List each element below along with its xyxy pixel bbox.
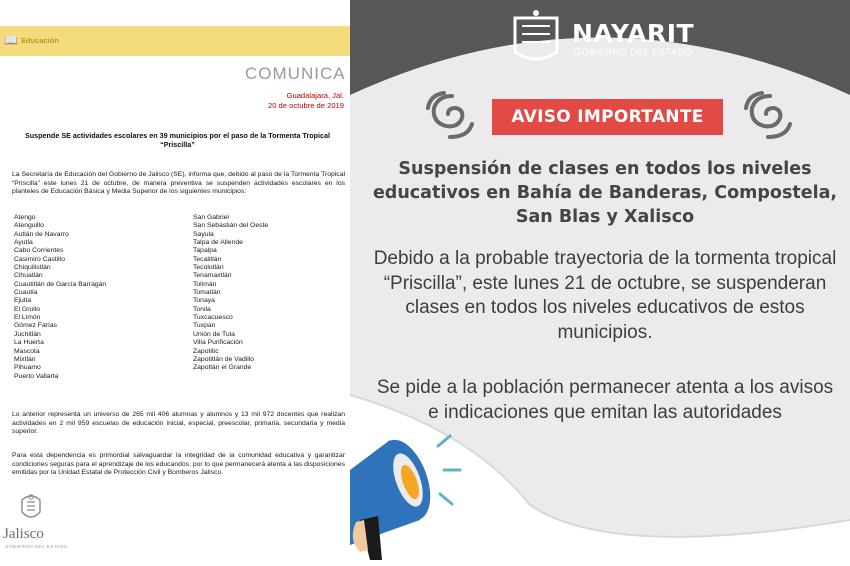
education-header-bar <box>0 26 350 56</box>
municipality-item: Tonaya <box>193 297 215 305</box>
release-date: 20 de octubre de 2019 <box>267 101 344 110</box>
municipality-item: El Grullo <box>14 305 41 313</box>
jalisco-logo: Jalisco <box>3 526 44 542</box>
municipality-item: Zapotlán el Grande <box>193 364 252 372</box>
release-intro: La Secretaría de Educación del Gobierno de Jalisco (SE), informa que, debido al paso de la Tormenta Tropical “Priscilla” este lunes 21 de octubre, de manera preventiva se suspenden actividades escolares en los planteles de Educación Básica y Media Superior de los siguientes municipios: <box>12 171 345 196</box>
municipality-item: Mascota <box>14 347 40 355</box>
nayarit-brand-subtitle: GOBIERNO DEL ESTADO <box>574 47 693 57</box>
municipality-item: El Limón <box>14 314 41 322</box>
municipality-item: Tomatlán <box>193 289 221 297</box>
municipality-item: Tenamaxtlán <box>193 272 232 280</box>
municipality-item: Ejutla <box>14 297 32 305</box>
nayarit-brand: NAYARIT <box>572 19 695 48</box>
municipality-item: Tecalitlán <box>193 255 222 263</box>
municipality-item: Tolimán <box>193 280 217 288</box>
jalisco-logo-subtitle: GOBIERNO DEL ESTADO <box>5 544 69 549</box>
municipality-item: Unión de Tula <box>193 330 235 338</box>
municipality-item: Tuxcacuesco <box>193 314 233 322</box>
municipality-item: Tuxpan <box>193 322 216 330</box>
hurricane-icon <box>746 93 790 137</box>
municipality-item: Chiquilistlán <box>14 264 51 272</box>
municipality-item: Mixtlán <box>14 355 36 363</box>
announcement-body: Debido a la probable trayectoria de la tormenta tropical “Priscilla”, este lunes 21 de octubre, se suspenderan clases en todos los niveles educativos de estos municipios. <box>373 248 837 343</box>
municipality-item: Villa Purificación <box>193 339 243 347</box>
municipality-item: Gómez Farías <box>14 322 58 330</box>
municipality-item: Pihuamo <box>14 364 41 372</box>
municipality-item: San Sebastián del Oeste <box>193 222 269 230</box>
municipality-item: Puerto Vallarta <box>14 372 59 380</box>
announcement-headline: Suspensión de clases en todos los niveles educativos en Bahía de Banderas, Compostela, San Blas y Xalisco <box>372 159 838 227</box>
municipality-item: Zapotitlán de Vadillo <box>193 355 255 363</box>
municipality-item: Zapotitic <box>193 347 219 355</box>
municipality-item: Tecolotlán <box>193 264 224 272</box>
municipality-item: Sayula <box>193 230 214 238</box>
hurricane-icon <box>428 93 472 137</box>
municipality-item: Tapalpa <box>193 247 217 255</box>
municipality-item: Cabo Corrientes <box>14 247 64 255</box>
jalisco-press-release <box>0 0 350 566</box>
municipality-item: Ayutla <box>14 239 33 247</box>
book-icon: 📖 <box>4 35 18 47</box>
municipality-item: Autlán de Navarro <box>14 230 69 238</box>
release-title: Suspende SE actividades escolares en 39 municipios por el paso de la Tormenta Tropical “Priscilla” <box>24 131 331 149</box>
municipality-item: Juchitlán <box>14 330 41 338</box>
municipality-item: Tonila <box>193 305 211 313</box>
release-paragraph-3: Para esta dependencia es primordial salvaguardar la integridad de la comunidad educativa y garantizar condiciones seguras para el aprendizaje de los educandos, por lo que permanecerá atenta a las disposiciones emitidas por la Unidad Estatal de Protección Civil y Bomberos Jalisco. <box>12 452 345 477</box>
municipality-item: Cuautla <box>14 289 38 297</box>
municipality-item: Atengo <box>14 214 36 221</box>
announcement-request: Se pide a la población permanecer atenta a los avisos e indicaciones que emitan las autoridades <box>376 377 834 423</box>
important-notice-banner: AVISO IMPORTANTE <box>492 99 723 135</box>
municipality-item: Cuautitlán de García Barragán <box>14 280 107 288</box>
nayarit-announcement <box>350 0 850 566</box>
municipality-item: San Gabriel <box>193 214 229 221</box>
municipality-list-left <box>14 214 106 381</box>
release-place: Guadalajara, Jal. <box>286 91 344 100</box>
jalisco-seal-icon <box>18 492 44 522</box>
section-label: Educación <box>21 36 59 45</box>
municipality-item: Talpa de Allende <box>193 239 243 247</box>
municipality-item: Atenguillo <box>14 222 44 230</box>
municipality-item: Cihuatlán <box>14 272 43 280</box>
municipality-list-right <box>193 214 268 373</box>
municipality-item: Casimiro Castillo <box>14 255 65 263</box>
release-heading: COMUNICA <box>245 64 346 83</box>
municipality-item: La Huerta <box>14 339 44 347</box>
release-paragraph-2: Lo anterior representa un universo de 265 mil 406 alumnas y alumnos y 13 mil 972 docentes que realizan actividades en 2 mil 959 escuelas de educación inicial, especial, preescolar, primaria, secundaria y media superior. <box>12 411 345 436</box>
